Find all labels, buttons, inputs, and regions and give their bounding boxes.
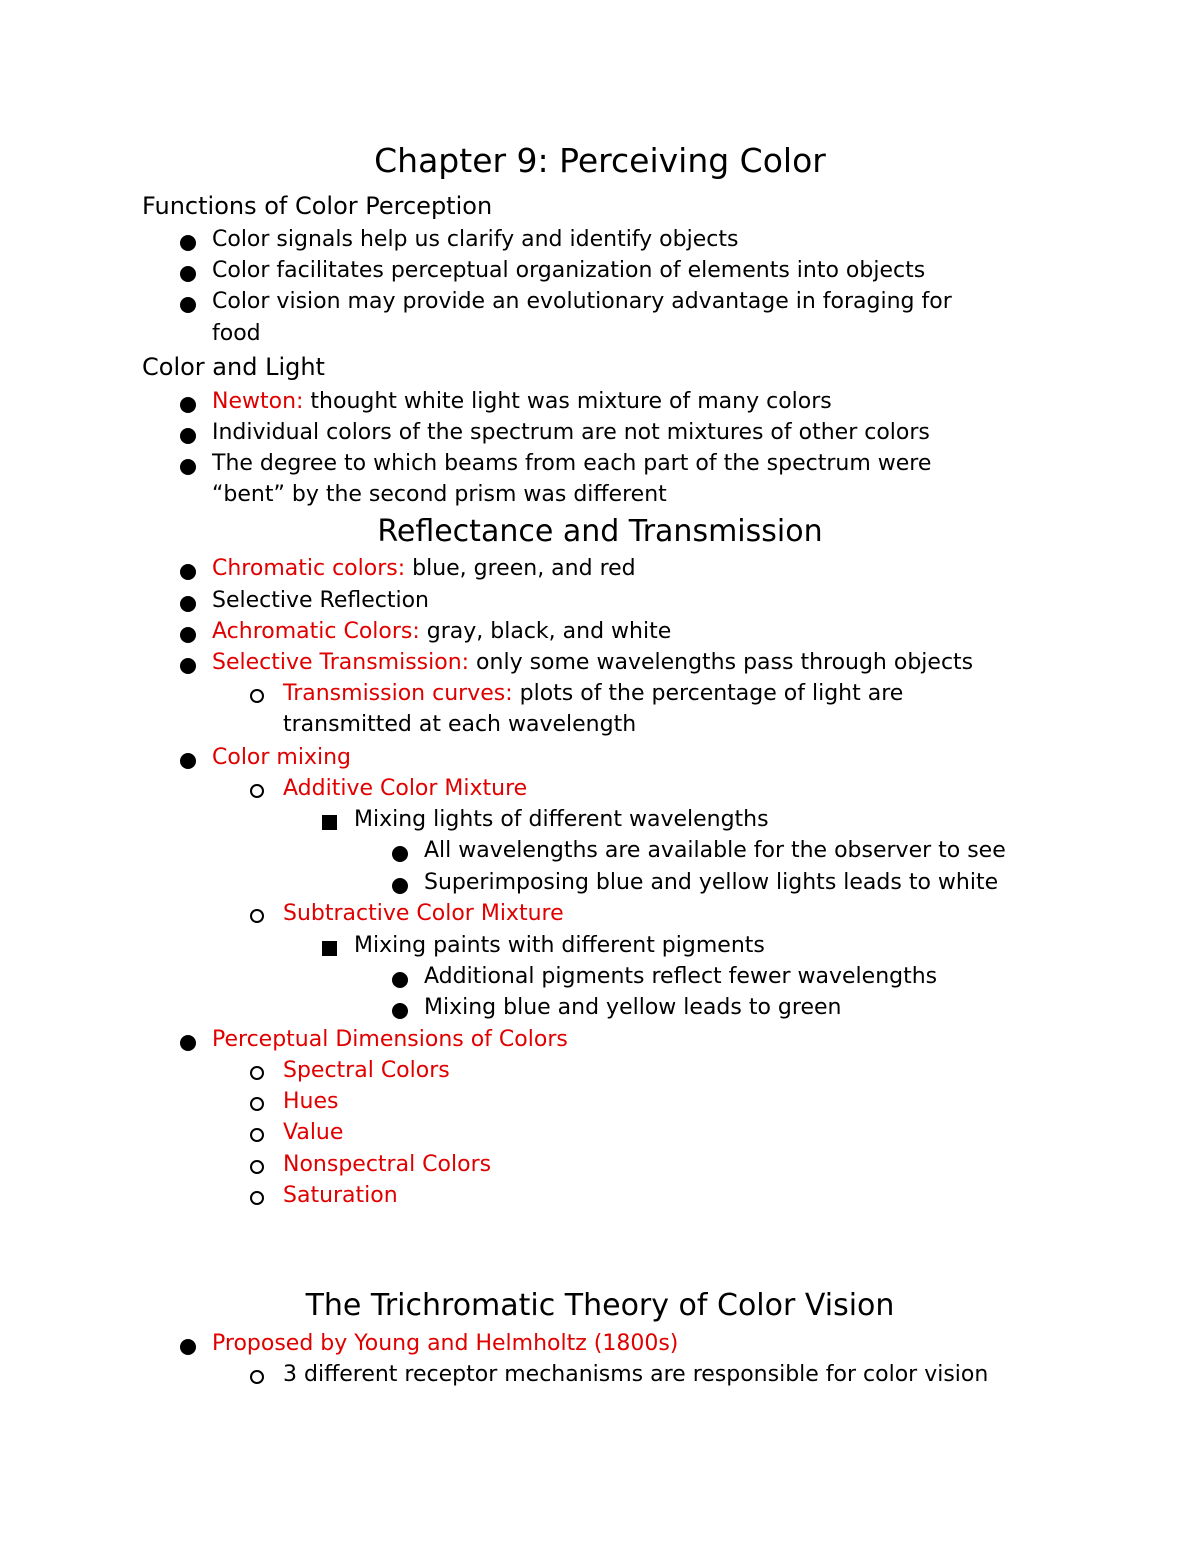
bullet-hollow-circle-icon: [250, 689, 264, 703]
page-title: Chapter 9: Perceiving Color: [374, 141, 826, 180]
list-item-dimension: Nonspectral Colors: [283, 1152, 492, 1177]
bullet-filled-circle-icon: [180, 1035, 196, 1051]
section-title-trichromatic: The Trichromatic Theory of Color Vision: [305, 1288, 895, 1323]
bullet-filled-circle-icon: [180, 627, 196, 643]
section-heading-color-light: Color and Light: [142, 353, 325, 381]
bullet-filled-circle-icon: [180, 753, 196, 769]
term-chromatic: Chromatic colors:: [212, 556, 406, 581]
list-item-dimension: Hues: [283, 1089, 339, 1114]
list-item: 3 different receptor mechanisms are responsible for color vision: [283, 1362, 989, 1387]
list-item: Selective Reflection: [212, 588, 429, 613]
list-item-perceptual-dimensions: Perceptual Dimensions of Colors: [212, 1027, 568, 1052]
definition-chromatic: blue, green, and red: [405, 556, 636, 581]
section-title-reflectance: Reflectance and Transmission: [377, 514, 823, 549]
definition-achromatic: gray, black, and white: [419, 619, 672, 644]
bullet-filled-circle-icon: [392, 1003, 408, 1019]
bullet-hollow-circle-icon: [250, 1097, 264, 1111]
bullet-hollow-circle-icon: [250, 1370, 264, 1384]
definition-selective-transmission: only some wavelengths pass through objects: [469, 650, 974, 675]
definition-transmission-curves: plots of the percentage of light are: [512, 681, 904, 706]
list-item-dimension: Value: [283, 1120, 344, 1145]
list-item-newton: [212, 386, 832, 417]
bullet-filled-circle-icon: [180, 266, 196, 282]
list-item: Individual colors of the spectrum are not mixtures of other colors: [212, 420, 930, 445]
list-item-dimension: Spectral Colors: [283, 1058, 450, 1083]
list-item-dimension: Saturation: [283, 1183, 398, 1208]
bullet-filled-circle-icon: [180, 564, 196, 580]
bullet-hollow-circle-icon: [250, 1160, 264, 1174]
list-item: The degree to which beams from each part of the spectrum were: [212, 451, 932, 476]
list-item-continuation: food: [212, 321, 261, 346]
list-item-subtractive: Subtractive Color Mixture: [283, 901, 564, 926]
bullet-hollow-circle-icon: [250, 1066, 264, 1080]
bullet-filled-circle-icon: [180, 596, 196, 612]
term-achromatic: Achromatic Colors:: [212, 619, 420, 644]
bullet-hollow-circle-icon: [250, 909, 264, 923]
list-item-selective-transmission: [212, 647, 973, 678]
list-item: All wavelengths are available for the observer to see: [424, 838, 1006, 863]
list-item: Superimposing blue and yellow lights leads to white: [424, 870, 999, 895]
list-item: Mixing paints with different pigments: [354, 933, 765, 958]
bullet-filled-circle-icon: [180, 297, 196, 313]
bullet-filled-circle-icon: [180, 1339, 196, 1355]
list-item: Additional pigments reflect fewer wavelengths: [424, 964, 938, 989]
list-item: Mixing blue and yellow leads to green: [424, 995, 842, 1020]
list-item-additive: Additive Color Mixture: [283, 776, 528, 801]
term-transmission-curves: Transmission curves:: [283, 681, 513, 706]
bullet-square-icon: [322, 941, 337, 956]
list-item-continuation: transmitted at each wavelength: [283, 712, 637, 737]
bullet-filled-circle-icon: [392, 878, 408, 894]
bullet-filled-circle-icon: [180, 235, 196, 251]
term-selective-transmission: Selective Transmission:: [212, 650, 470, 675]
list-item-color-mixing: Color mixing: [212, 745, 352, 770]
bullet-hollow-circle-icon: [250, 1128, 264, 1142]
list-item: Color vision may provide an evolutionary advantage in foraging for: [212, 289, 952, 314]
bullet-filled-circle-icon: [180, 397, 196, 413]
bullet-hollow-circle-icon: [250, 1191, 264, 1205]
list-item: Mixing lights of different wavelengths: [354, 807, 769, 832]
bullet-filled-circle-icon: [180, 428, 196, 444]
section-heading-functions: Functions of Color Perception: [142, 192, 493, 220]
bullet-filled-circle-icon: [392, 972, 408, 988]
list-item: Color signals help us clarify and identify objects: [212, 227, 739, 252]
bullet-hollow-circle-icon: [250, 784, 264, 798]
definition-newton: thought white light was mixture of many colors: [303, 389, 832, 414]
list-item-transmission-curves: [283, 678, 903, 709]
list-item-chromatic: [212, 553, 636, 584]
list-item-achromatic: [212, 616, 671, 647]
term-newton: Newton:: [212, 389, 304, 414]
list-item: Color facilitates perceptual organization of elements into objects: [212, 258, 926, 283]
bullet-filled-circle-icon: [180, 459, 196, 475]
bullet-filled-circle-icon: [180, 658, 196, 674]
bullet-square-icon: [322, 815, 337, 830]
list-item-proposed: Proposed by Young and Helmholtz (1800s): [212, 1331, 679, 1356]
bullet-filled-circle-icon: [392, 846, 408, 862]
list-item-continuation: “bent” by the second prism was different: [212, 482, 667, 507]
